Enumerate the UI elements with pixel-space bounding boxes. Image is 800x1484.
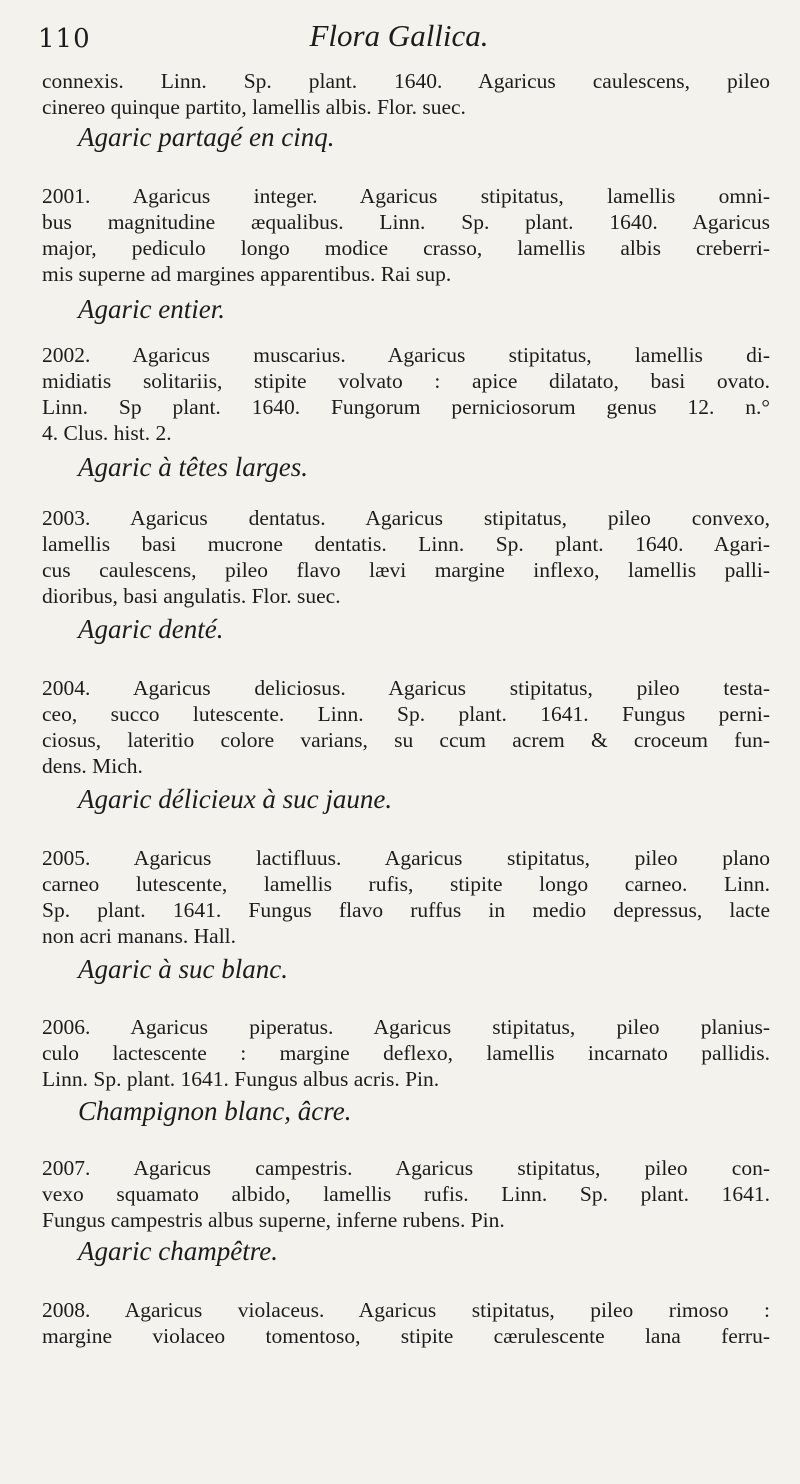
entry-line: non acri manans. Hall. <box>42 924 237 948</box>
entry-line: connexis. Linn. Sp. plant. 1640. Agaricus caulescens, pileo <box>42 69 770 93</box>
entry-line: 2005. Agaricus lactifluus. Agaricus stipitatus, pileo plano <box>42 846 770 870</box>
french-name: Agaric délicieux à suc jaune. <box>78 784 393 814</box>
french-name: Agaric champêtre. <box>78 1236 278 1266</box>
entry-line: 2004. Agaricus deliciosus. Agaricus stipitatus, pileo testa- <box>42 676 770 700</box>
entry-line: Fungus campestris albus superne, inferne rubens. Pin. <box>42 1208 505 1232</box>
entry-line: 2006. Agaricus piperatus. Agaricus stipitatus, pileo planius- <box>42 1015 770 1039</box>
french-name: Agaric entier. <box>78 294 225 324</box>
entry-line: 2008. Agaricus violaceus. Agaricus stipitatus, pileo rimoso : <box>42 1298 770 1322</box>
entry-line: 2003. Agaricus dentatus. Agaricus stipitatus, pileo convexo, <box>42 506 770 530</box>
french-name: Agaric partagé en cinq. <box>78 122 335 152</box>
entry-line: lamellis basi mucrone dentatis. Linn. Sp. plant. 1640. Agari- <box>42 532 770 556</box>
entry-line: Sp. plant. 1641. Fungus flavo ruffus in medio depressus, lacte <box>42 898 770 922</box>
entry-line: cus caulescens, pileo flavo lævi margine inflexo, lamellis palli- <box>42 558 770 582</box>
entry-line: dens. Mich. <box>42 754 143 778</box>
entry-line: ceo, succo lutescente. Linn. Sp. plant. 1641. Fungus perni- <box>42 702 770 726</box>
entry-line: Linn. Sp plant. 1640. Fungorum perniciosorum genus 12. n.° <box>42 395 770 419</box>
entry-line: margine violaceo tomentoso, stipite cærulescente lana ferru- <box>42 1324 770 1348</box>
entry-line: carneo lutescente, lamellis rufis, stipite longo carneo. Linn. <box>42 872 770 896</box>
entry-line: vexo squamato albido, lamellis rufis. Linn. Sp. plant. 1641. <box>42 1182 770 1206</box>
french-name: Champignon blanc, âcre. <box>78 1096 352 1126</box>
entry-line: bus magnitudine æqualibus. Linn. Sp. plant. 1640. Agaricus <box>42 210 770 234</box>
entry-line: culo lactescente : margine deflexo, lamellis incarnato pallidis. <box>42 1041 770 1065</box>
entry-line: Linn. Sp. plant. 1641. Fungus albus acris. Pin. <box>42 1067 440 1091</box>
page-number: 110 <box>38 24 91 54</box>
entry-line: major, pediculo longo modice crasso, lamellis albis creberri- <box>42 236 770 260</box>
entry-line: mis superne ad margines apparentibus. Rai sup. <box>42 262 452 286</box>
entry-line: cinereo quinque partito, lamellis albis. Flor. suec. <box>42 95 466 119</box>
french-name: Agaric denté. <box>78 614 224 644</box>
entry-line: dioribus, basi angulatis. Flor. suec. <box>42 584 341 608</box>
page-header <box>38 18 760 60</box>
entry-line: midiatis solitariis, stipite volvato : apice dilatato, basi ovato. <box>42 369 770 393</box>
entry-line: 2001. Agaricus integer. Agaricus stipitatus, lamellis omni- <box>42 184 770 208</box>
entry-line: 2007. Agaricus campestris. Agaricus stipitatus, pileo con- <box>42 1156 770 1180</box>
entry-line: 2002. Agaricus muscarius. Agaricus stipitatus, lamellis di- <box>42 343 770 367</box>
running-title: Flora Gallica. <box>309 18 489 53</box>
french-name: Agaric à suc blanc. <box>78 954 288 984</box>
french-name: Agaric à têtes larges. <box>78 452 308 482</box>
entry-line: ciosus, lateritio colore varians, su ccum acrem & croceum fun- <box>42 728 770 752</box>
entry-line: 4. Clus. hist. 2. <box>42 421 172 445</box>
